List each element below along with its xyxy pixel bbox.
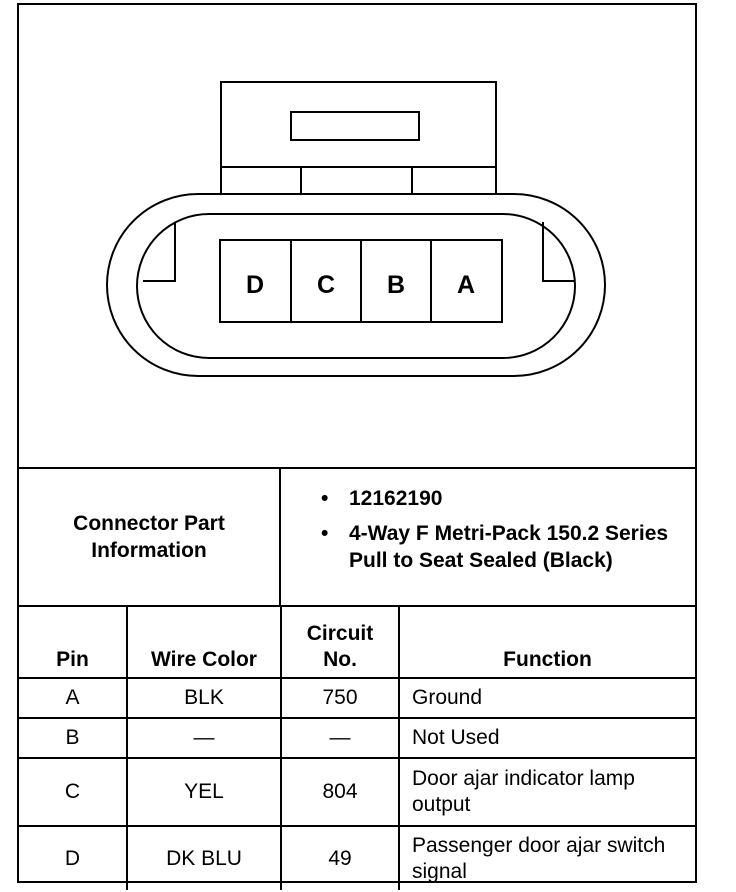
- part-description: 4-Way F Metri-Pack 150.2 Series Pull to Seat Sealed (Black): [349, 522, 669, 572]
- connector-sheet: [17, 3, 697, 883]
- header-circuit: [281, 607, 399, 678]
- cell-circuit: 49: [281, 826, 399, 890]
- cavity-label-b: B: [386, 271, 406, 299]
- cavity-label-d: D: [245, 271, 265, 299]
- table-row: [19, 718, 695, 758]
- part-number: 12162190: [349, 487, 443, 510]
- bullet-icon: •: [321, 522, 329, 545]
- table-row: [19, 678, 695, 718]
- cell-wire-color: BLK: [127, 678, 281, 718]
- cell-function: Not Used: [399, 718, 695, 758]
- table-row: [19, 826, 695, 890]
- cell-function: Passenger door ajar switch signal: [399, 826, 695, 890]
- cavity-label-c: C: [316, 271, 336, 299]
- cell-circuit: —: [281, 718, 399, 758]
- header-function: Function: [399, 607, 695, 678]
- connector-diagram: [19, 5, 695, 469]
- connector-part-info: [19, 469, 695, 607]
- cell-function: Door ajar indicator lamp output: [399, 758, 695, 826]
- connector-outer-shell: [107, 194, 605, 376]
- cell-pin: D: [19, 826, 127, 890]
- header-circuit-line1: Circuit: [306, 622, 374, 645]
- part-info-item: [321, 485, 695, 512]
- cell-pin: C: [19, 758, 127, 826]
- cavity-label-a: A: [456, 271, 476, 299]
- bullet-icon: •: [321, 487, 329, 510]
- table-header-row: [19, 607, 695, 678]
- connector-face-drawing: [19, 5, 695, 467]
- part-info-item: [321, 520, 695, 574]
- cell-circuit: 750: [281, 678, 399, 718]
- cell-pin: A: [19, 678, 127, 718]
- latch-housing: [221, 82, 496, 194]
- cell-circuit: 804: [281, 758, 399, 826]
- cell-function: Ground: [399, 678, 695, 718]
- cell-wire-color: —: [127, 718, 281, 758]
- latch-slot: [291, 112, 419, 140]
- pin-table: [19, 607, 695, 890]
- header-circuit-line2: No.: [323, 648, 357, 671]
- part-info-label: Connector Part Information: [19, 469, 281, 605]
- cell-wire-color: DK BLU: [127, 826, 281, 890]
- header-pin: Pin: [19, 607, 127, 678]
- part-info-list: [281, 469, 695, 605]
- cell-wire-color: YEL: [127, 758, 281, 826]
- cell-pin: B: [19, 718, 127, 758]
- header-wire-color: Wire Color: [127, 607, 281, 678]
- table-row: [19, 758, 695, 826]
